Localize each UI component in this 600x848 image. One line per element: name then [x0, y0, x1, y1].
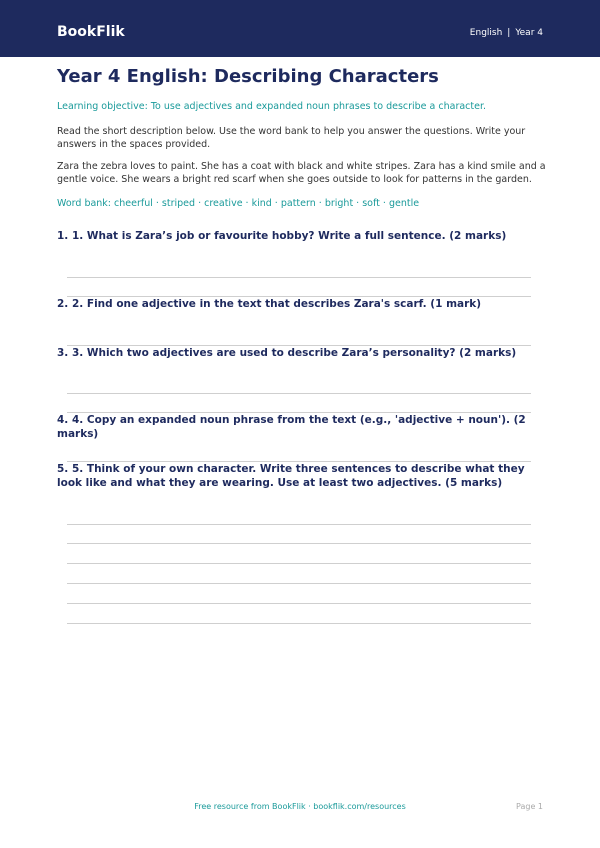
question-1: 1. 1. What is Zara’s job or favourite hobby? Write a full sentence. (2 marks)	[57, 230, 507, 242]
question-4: 4. 4. Copy an expanded noun phrase from the text (e.g., 'adjective + noun'). (2 marks)	[57, 414, 526, 440]
footer-resource-link[interactable]: Free resource from BookFlik · bookflik.com/resources	[194, 802, 406, 811]
instructions: Read the short description below. Use the word bank to help you answer the questions. Write your answers in the spaces provided.	[57, 126, 526, 150]
header-meta	[470, 27, 543, 39]
page-title: Year 4 English: Describing Characters	[57, 66, 439, 87]
site-header	[0, 0, 600, 57]
answer-line-q1[interactable]	[67, 277, 531, 278]
question-5: 5. 5. Think of your own character. Write three sentences to describe what they look like and what they are wearing. Use at least two adjectives. (5 marks)	[57, 463, 525, 489]
answer-line-q5-2[interactable]	[67, 543, 531, 544]
answer-line-q5-4[interactable]	[67, 583, 531, 584]
question-2: 2. 2. Find one adjective in the text that describes Zara's scarf. (1 mark)	[57, 298, 482, 310]
page-number: Page 1	[516, 802, 543, 811]
answer-line-q5-6[interactable]	[67, 623, 531, 624]
answer-line-q5-5[interactable]	[67, 603, 531, 604]
learning-objective: Learning objective: To use adjectives and expanded noun phrases to describe a character.	[57, 101, 487, 112]
answer-line-q5-3[interactable]	[67, 563, 531, 564]
answer-line-q1-end[interactable]	[67, 296, 531, 297]
header-separator: |	[507, 28, 511, 38]
reading-passage: Zara the zebra loves to paint. She has a coat with black and white stripes. Zara has a kind smile and a gentle voice. She wears a bright red scarf when she goes outside to look for patterns in the garden.	[57, 161, 546, 185]
word-bank: Word bank: cheerful · striped · creative · kind · pattern · bright · soft · gentle	[57, 198, 420, 209]
subject-label: English	[469, 28, 503, 38]
brand-logo[interactable]: BookFlik	[57, 24, 125, 40]
question-3: 3. 3. Which two adjectives are used to describe Zara’s personality? (2 marks)	[57, 347, 517, 359]
answer-line-q3[interactable]	[67, 393, 531, 394]
year-label: Year 4	[515, 28, 543, 38]
answer-line-q5-1[interactable]	[67, 524, 531, 525]
